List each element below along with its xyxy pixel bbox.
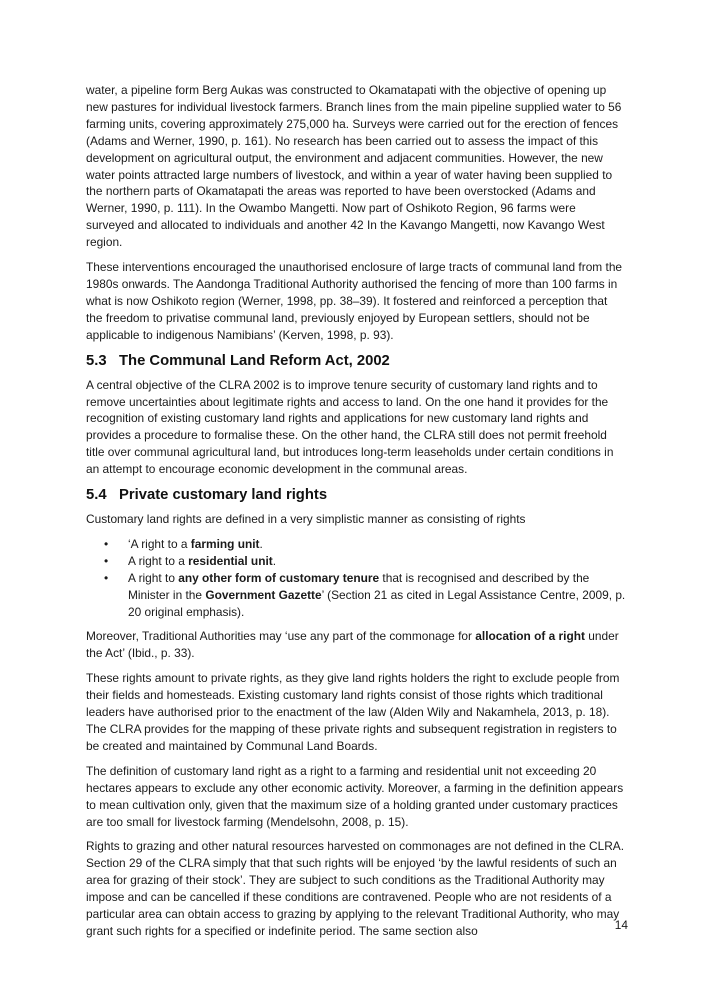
section-number: 5.3 [86,352,107,369]
list-item [86,553,626,570]
bullet-icon: • [104,553,109,568]
page-number: 14 [614,918,628,932]
list-item-text: . [259,536,263,551]
list-item-text: . [272,553,277,568]
bullet-icon: • [104,570,109,585]
paragraph-rights-definition: Customary land rights are defined in a very simplistic manner as consisting of rights [86,512,526,527]
paragraph-private-rights: These rights amount to private rights, as they give land rights holders the right to exclude people from their fields and homesteads. Existing customary land rights consist of those rights which traditional leaders have authorised prior to the enactment of the law (Alden Wily and Nakamhela, 2013, p. 18). The CLRA provides for the mapping of these private rights and subsequent registration in registers to be created and maintained by Communal Land Boards. [86,671,620,753]
paragraph-definition-critique: The definition of customary land right as a right to a farming and residential unit not exceeding 20 hectares appears to exclude any other economic activity. Moreover, a farming in the definition appears to mean cultivation only, given that the maximum size of a holding granted under customary practices are too small for livestock farming (Mendelsohn, 2008, p. 15). [86,763,624,829]
list-item [86,570,626,621]
paragraph-emphasis: allocation of a right [475,629,585,644]
list-item-emphasis: residential unit [188,553,273,568]
rights-list [86,536,626,621]
section-title: Private customary land rights [119,487,328,504]
section-heading-5-4 [86,486,626,504]
paragraph-text: under the Act’ (Ibid., p. 33). [86,629,619,661]
list-item-text: ’ (Section 21 as cited in Legal Assistance Centre, 2009, p. 20 original emphasis). [128,587,626,619]
list-item-text: A right to [128,570,179,585]
paragraph-text: Moreover, Traditional Authorities may ‘use any part of the commonage for [86,629,476,644]
list-item-text: that is recognised and described by the Minister in the [128,570,590,602]
list-item-emphasis: farming unit [190,536,260,551]
document-page [86,82,626,948]
section-number: 5.4 [86,487,107,504]
section-title: The Communal Land Reform Act, 2002 [119,352,390,369]
paragraph-grazing-rights: Rights to grazing and other natural resources harvested on commonages are not defined in the CLRA. Section 29 of the CLRA simply that that such rights will be enjoyed ‘by the lawful residents of such an area for grazing of their stock’. They are subject to such conditions as the Traditional Authority may impose and can be cancelled if these conditions are contravened. People who are not residents of a particular area can obtain access to grazing by applying to the relevant Traditional Authority, who may grant such rights for a specified or indefinite period. The same section also [86,839,625,938]
bullet-icon: • [104,536,109,551]
list-item [86,536,626,553]
paragraph-clra-objective: A central objective of the CLRA 2002 is to improve tenure security of customary land rights and to remove uncertainties about legitimate rights and access to land. On the one hand it provides for the recognition of existing customary land rights and applications for new customary land rights and provides a procedure to formalise these. On the other hand, the CLRA still does not permit freehold title over communal agricultural land, but introduces long-term leaseholds under certain conditions in an attempt to encourage economic development in the communal areas. [86,377,614,477]
paragraph-unauthorised-enclosure: These interventions encouraged the unauthorised enclosure of large tracts of communal land from the 1980s onwards. The Aandonga Traditional Authority authorised the fencing of more than 100 farms in what is now Oshikoto region (Werner, 1998, pp. 38–39). It fostered and reinforced a perception that the freedom to privatise communal land, previously enjoyed by European settlers, should not be applicable to indigenous Namibians’ (Kerven, 1998, p. 93). [86,260,623,342]
paragraph-traditional-authorities [86,628,626,662]
list-item-text: A right to a [128,553,189,568]
list-item-emphasis: any other form of customary tenure [178,570,380,585]
paragraph-pipeline-development: water, a pipeline form Berg Aukas was constructed to Okamatapati with the objective of opening up new pastures for individual livestock farmers. Branch lines from the main pipeline supplied water to 56 farming units, covering approximately 275,000 ha. Surveys were carried out for the erection of fences (Adams and Werner, 1990, p. 161). No research has been carried out to assess the impact of this development on agricultural output, the environment and adjacent communities. However, the new water points attracted large numbers of livestock, and within a year of water having been supplied to the northern parts of Okamatapati the areas was reported to have been overstocked (Adams and Werner, 1990, p. 111). In the Owambo Mangetti. Now part of Oshikoto Region, 96 farms were surveyed and allocated to individuals and another 42 In the Kavango Mangetti, now Kavango West region. [86,83,622,250]
list-item-emphasis: Government Gazette [205,587,322,602]
list-item-text: ‘A right to a [128,536,191,551]
section-heading-5-3 [86,352,626,370]
